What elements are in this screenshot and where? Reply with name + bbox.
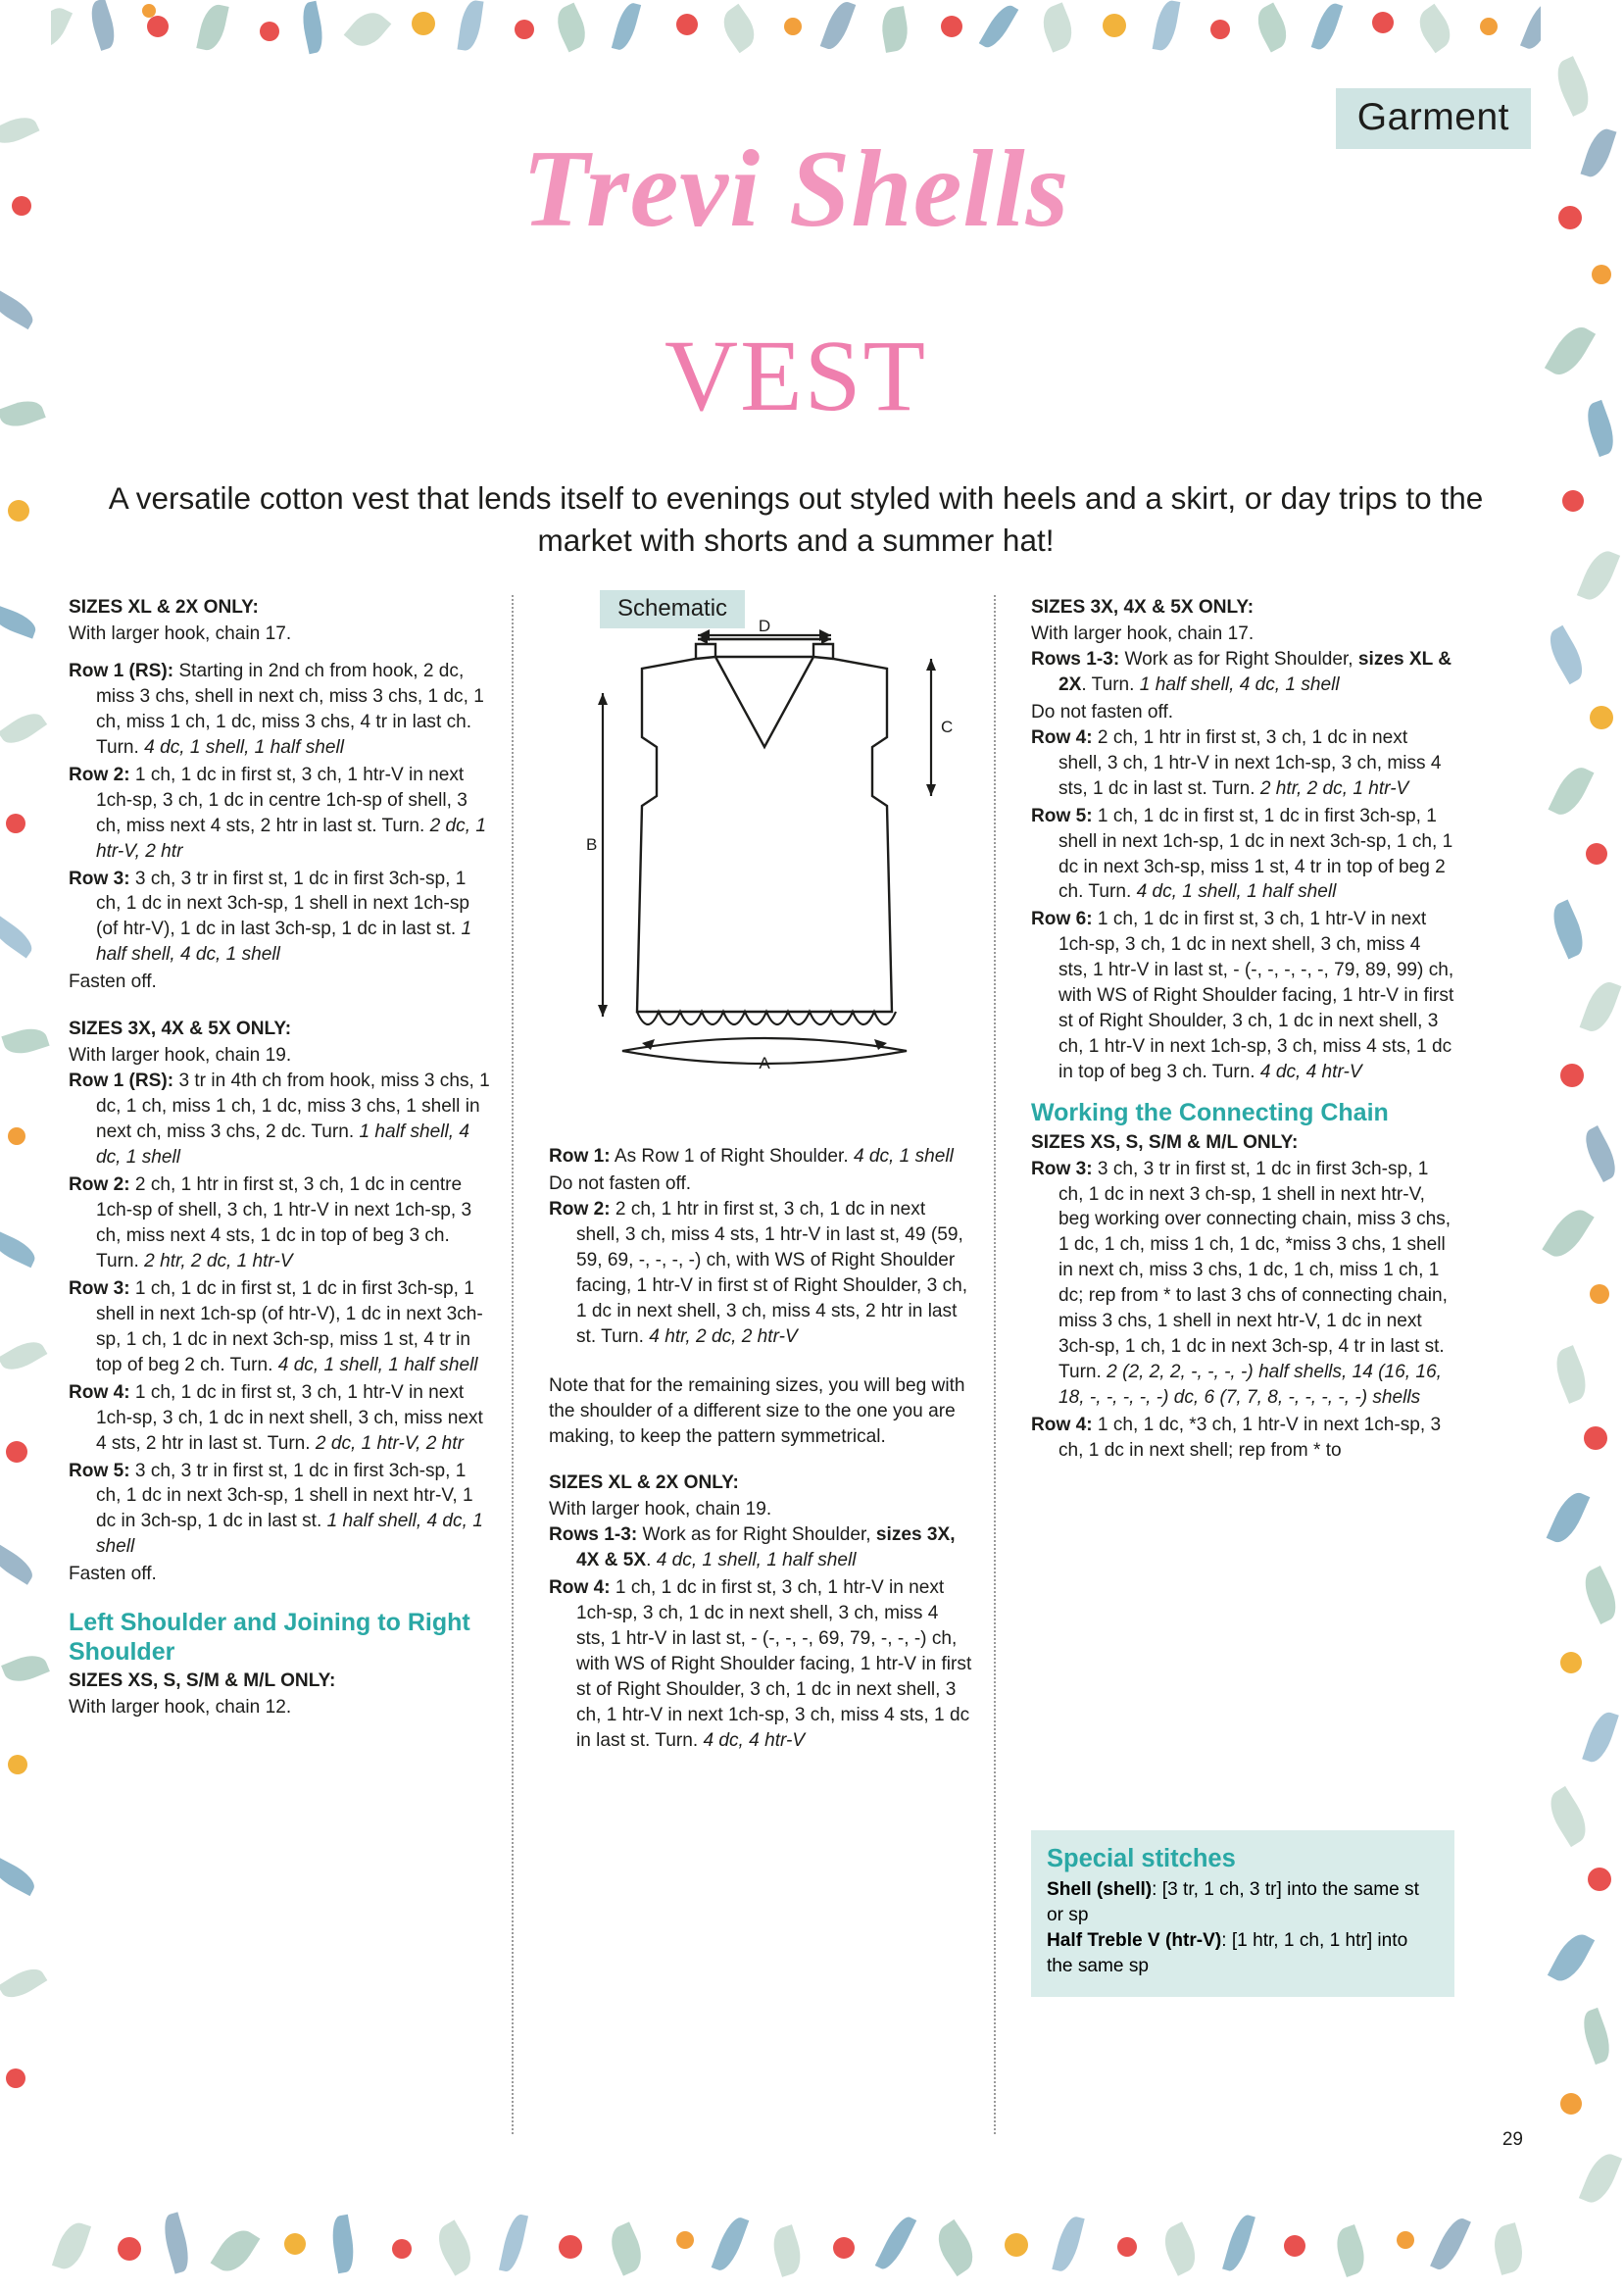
section-heading: SIZES XL & 2X ONLY: [549,1472,739,1494]
special-stitch-htrv: Half Treble V (htr-V): [1 htr, 1 ch, 1 htr] into the same sp [1047,1929,1408,1976]
section-heading: SIZES XS, S, S/M & M/L ONLY: [1031,1131,1299,1153]
page-title-script: Trevi Shells [521,128,1070,250]
paragraph: Do not fasten off. [1031,701,1174,722]
instruction-row: Row 1 (RS): 3 tr in 4th ch from hook, miss 3 chs, 1 dc, 1 ch, miss 1 ch, 1 dc, miss 3 chs, 1 shell in next ch, miss 3 chs, 2 dc. Turn. 1 half shell, 4 dc, 1 shell [69,1071,490,1169]
standfirst: A versatile cotton vest that lends itself to evenings out styled with heels and a skirt, or day trips to the market with shorts and a summer hat! [108,480,1484,558]
svg-text:D: D [758,617,771,635]
paragraph: With larger hook, chain 12. [69,1697,292,1719]
instruction-row: Row 3: 3 ch, 3 tr in first st, 1 dc in first 3ch-sp, 1 ch, 1 dc in next 3 ch-sp, 1 shell in next htr-V, beg working over connecting chain, miss 3 chs, 1 dc, 1 ch, miss 1 ch, 1 dc, *miss 3 chs, 1 shell in next ch, miss 3 chs, 1 dc, 1 ch, miss 1 ch, 1 dc; rep from * to last 3 chs of connecting chain, miss 3 chs, 1 shell in next htr-V, 1 dc in next 3ch-sp, 1 ch, 1 dc in next 3ch-sp, 4 tr in last st. Turn. 2 (2, 2, 2, -, -, -, -) half shells, 14 (16, 16, 18, -, -, -, -, -) dc, 6 (7, 7, 8, -, -, -, -, -) shells [1031,1158,1452,1409]
special-stitches-box [1031,1830,1454,1997]
instruction-row: Row 3: 3 ch, 3 tr in first st, 1 dc in first 3ch-sp, 1 ch, 1 dc in next 3ch-sp, 1 shell in next 1ch-sp (of htr-V), 1 dc in last 3ch-sp, 1 dc in last st. 1 half shell, 4 dc, 1 shell [69,868,472,966]
svg-text:B: B [586,835,598,854]
instruction-row: Row 3: 1 ch, 1 dc in first st, 1 dc in first 3ch-sp, 1 shell in next 1ch-sp (of htr-V), 1 dc in next 3ch-sp, 1 ch, 1 dc in next 3ch-sp, miss 1 st, 4 tr in top of beg 2 ch. Turn. 4 dc, 1 shell, 1 half shell [69,1277,483,1375]
schematic-label: Schematic [600,590,745,628]
special-stitches-heading: Special stitches [1047,1845,1236,1872]
instruction-row: Row 4: 1 ch, 1 dc in first st, 3 ch, 1 htr-V in next 1ch-sp, 3 ch, 1 dc in next shell, 3 ch, miss 4 sts, 1 htr-V in last st, - (-, -, -, 69, 79, -, -, -) ch, with WS of Right Shoulder facing, 1 htr-V in first st of Right Shoulder, 3 ch, 1 dc in next shell, 3 ch, 1 htr-V in next 1ch-sp, 3 ch, miss 4 sts, 1 dc in last st. Turn. 4 dc, 4 htr-V [549,1577,972,1752]
special-stitch-shell: Shell (shell): [3 tr, 1 ch, 3 tr] into the same st or sp [1047,1879,1419,1926]
svg-text:A: A [759,1054,770,1072]
paragraph: With larger hook, chain 19. [69,1045,292,1067]
text-column-1 [69,595,490,1720]
page-content [51,61,1541,2204]
fasten-off: Fasten off. [69,972,157,993]
page-number: 29 [1501,2129,1523,2150]
fasten-off: Fasten off. [69,1564,157,1585]
text-column-3 [1031,595,1454,1466]
instruction-row: Row 5: 1 ch, 1 dc in first st, 1 dc in first 3ch-sp, 1 shell in next 1ch-sp, 1 dc in next 3ch-sp, 1 ch, 1 dc in next 3ch-sp, miss 1 st, 4 tr in top of beg 2 ch. Turn. 4 dc, 1 shell, 1 half shell [1031,805,1453,903]
instruction-row: Row 1 (RS): Starting in 2nd ch from hook, 2 dc, miss 3 chs, shell in next ch, miss 3 chs, 1 dc, 1 ch, miss 1 ch, 1 dc, miss 3 chs, 4 tr in last ch. Turn. 4 dc, 1 shell, 1 half shell [69,660,484,758]
text-column-2 [549,1144,972,1756]
instruction-row: Row 4: 1 ch, 1 dc in first st, 3 ch, 1 htr-V in next 1ch-sp, 3 ch, 1 dc in next shell, 3 ch, miss next 4 sts, 2 htr in last st. Turn. 2 dc, 1 htr-V, 2 htr [69,1381,483,1454]
decorative-border-top [0,0,1621,61]
decorative-border-right [1541,0,1621,2292]
schematic-d-arrow [549,612,980,651]
instruction-row: Row 4: 1 ch, 1 dc, *3 ch, 1 htr-V in next 1ch-sp, 3 ch, 1 dc in next shell; rep from * to [1031,1415,1442,1462]
column-divider-2 [994,595,996,2134]
subsection-heading: Left Shoulder and Joining to Right Shoulder [69,1609,470,1666]
instruction-row: Row 4: 2 ch, 1 htr in first st, 3 ch, 1 dc in next shell, 3 ch, 1 htr-V in next 1ch-sp, 3 ch, miss 4 sts, 1 dc in last st. Turn. 2 htr, 2 dc, 1 htr-V [1031,726,1442,799]
instruction-row: Row 2: 1 ch, 1 dc in first st, 3 ch, 1 htr-V in next 1ch-sp, 3 ch, 1 dc in centre 1ch-sp of shell, 3 ch, miss next 4 sts, 2 htr in last st. Turn. 2 dc, 1 htr-V, 2 htr [69,764,486,862]
schematic-diagram [549,617,980,1110]
instruction-row: Row 5: 3 ch, 3 tr in first st, 1 dc in first 3ch-sp, 1 ch, 1 dc in next 3ch-sp, 1 shell in next htr-V, 1 dc in 3ch-sp, 1 dc in last st. 1 half shell, 4 dc, 1 shell [69,1460,483,1558]
page-title: VEST [664,320,927,432]
subsection-heading: Working the Connecting Chain [1031,1099,1389,1127]
garment-tag: Garment [1336,88,1531,149]
section-heading: SIZES 3X, 4X & 5X ONLY: [1031,597,1255,618]
decorative-border-left [0,0,51,2292]
svg-text:C: C [941,718,954,736]
instruction-row: Row 6: 1 ch, 1 dc in first st, 3 ch, 1 htr-V in next 1ch-sp, 3 ch, 1 dc in next shell, 3 ch, miss 4 sts, 1 htr-V in last st, - (-, -, -, -, -, 79, 89, 99) ch, with WS of Right Shoulder facing, 1 htr-V in first st of Right Shoulder, 3 ch, 1 dc in next shell, 3 ch, 1 htr-V in next 1ch-sp, 3 ch, miss 4 sts, 1 dc in top of beg 3 ch. Turn. 4 dc, 4 htr-V [1031,909,1454,1083]
paragraph: Do not fasten off. [549,1172,692,1194]
instruction-row: Rows 1-3: Work as for Right Shoulder, sizes XL & 2X. Turn. 1 half shell, 4 dc, 1 shell [1031,648,1452,695]
section-heading: SIZES XS, S, S/M & M/L ONLY: [69,1670,336,1692]
instruction-row: Row 2: 2 ch, 1 htr in first st, 3 ch, 1 dc in centre 1ch-sp of shell, 3 ch, 1 htr-V in next 1ch-sp, 3 ch, miss next 4 sts, 1 dc in top of beg 3 ch. Turn. 2 htr, 2 dc, 1 htr-V [69,1174,472,1271]
column-divider-1 [512,595,514,2134]
paragraph: With larger hook, chain 17. [69,623,292,644]
decorative-border-bottom [0,2204,1621,2292]
section-heading: SIZES 3X, 4X & 5X ONLY: [69,1019,292,1040]
instruction-row: Rows 1-3: Work as for Right Shoulder, sizes 3X, 4X & 5X. 4 dc, 1 shell, 1 half shell [549,1524,956,1571]
note-paragraph: Note that for the remaining sizes, you will beg with the shoulder of a different size to the one you are making, to keep the pattern symmetrical. [549,1374,965,1447]
paragraph: With larger hook, chain 17. [1031,623,1255,644]
instruction-row: Row 1: As Row 1 of Right Shoulder. 4 dc, 1 shell [549,1146,954,1167]
paragraph: With larger hook, chain 19. [549,1499,772,1520]
instruction-row: Row 2: 2 ch, 1 htr in first st, 3 ch, 1 dc in next shell, 3 ch, miss 4 sts, 1 htr-V in last st, 49 (59, 59, 69, -, -, -, -) ch, with WS of Right Shoulder facing, 1 htr-V in first st of Right Shoulder, 3 ch, 1 dc in next shell, 3 ch, miss 4 sts, 2 htr in last st. Turn. 4 htr, 2 dc, 2 htr-V [549,1198,968,1347]
section-heading: SIZES XL & 2X ONLY: [69,597,259,618]
